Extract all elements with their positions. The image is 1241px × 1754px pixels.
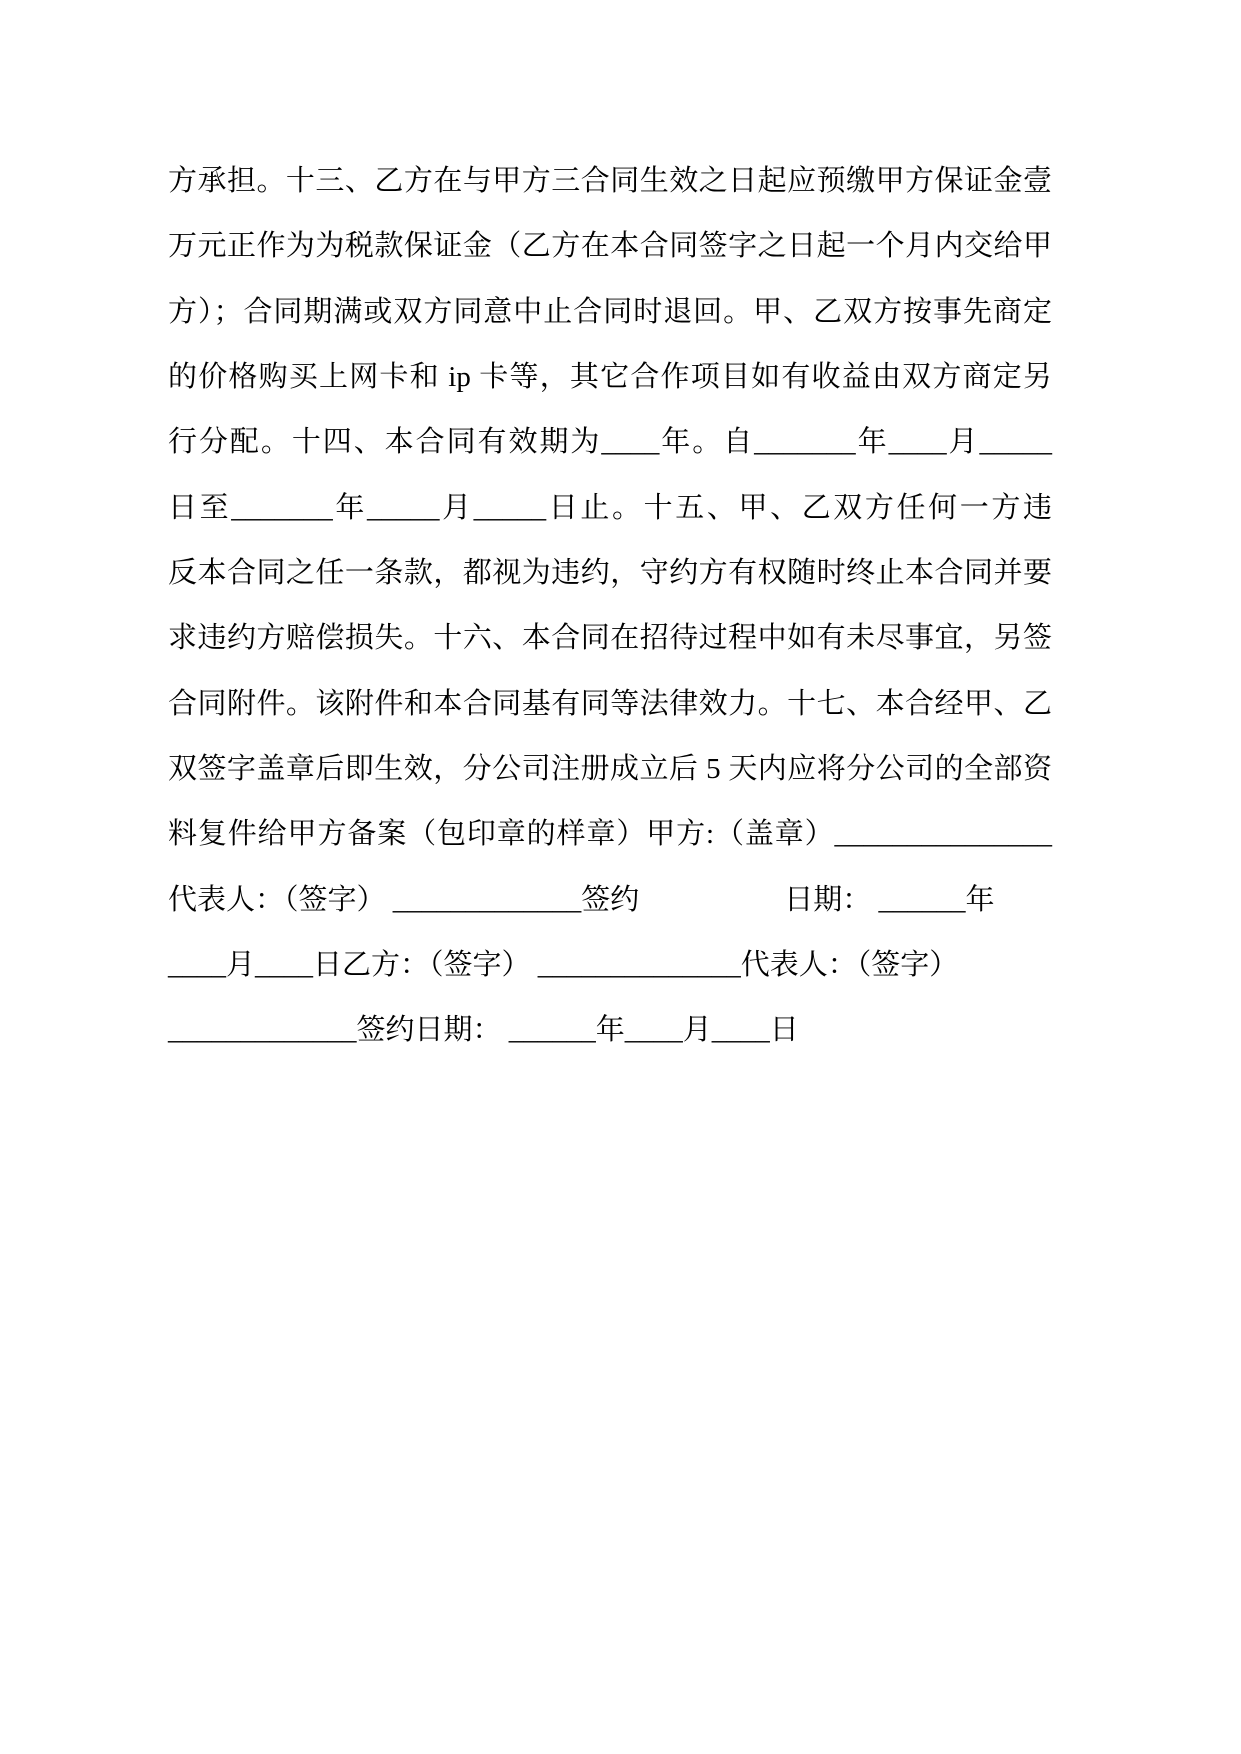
text-line-4: 的价格购买上网卡和 ip 卡等，其它合作项目如有收益由双方商定另 (168, 361, 1052, 394)
text-line-1: 方承担。十三、乙方在与甲方三合同生效之日起应预缴甲方保证金壹 (168, 165, 1052, 197)
text-line-8: 求违约方赔偿损失。十六、本合同在招待过程中如有未尽事宜，另签 (168, 622, 1052, 655)
text-line-7: 反本合同之任一条款，都视为违约，守约方有权随时终止本合同并要 (168, 557, 1052, 590)
text-line-11: 料复件给甲方备案（包印章的样章）甲方:（盖章）_______________ (168, 818, 1052, 851)
text-line-13: ____月____日乙方：（签字） ______________代表人：（签字） (168, 949, 959, 982)
text-line-10: 双签字盖章后即生效，分公司注册成立后 5 天内应将分公司的全部资 (168, 753, 1052, 786)
text-line-12: 代表人：（签字） _____________签约 日期： ______年 (168, 883, 995, 916)
text-line-2: 万元正作为为税款保证金（乙方在本合同签字之日起一个月内交给甲 (168, 230, 1052, 263)
text-line-14: _____________签约日期： ______年____月____日 (168, 1014, 799, 1047)
text-line-5: 行分配。十四、本合同有效期为____年。自_______年____月_____ (168, 426, 1052, 459)
text-line-6: 日至_______年_____月_____日止。十五、甲、乙双方任何一方违 (168, 491, 1052, 524)
text-line-9: 合同附件。该附件和本合同基有同等法律效力。十七、本合经甲、乙 (168, 687, 1052, 720)
text-line-3: 方）；合同期满或双方同意中止合同时退回。甲、乙双方按事先商定 (168, 295, 1052, 328)
contract-text-block (168, 149, 1052, 1064)
